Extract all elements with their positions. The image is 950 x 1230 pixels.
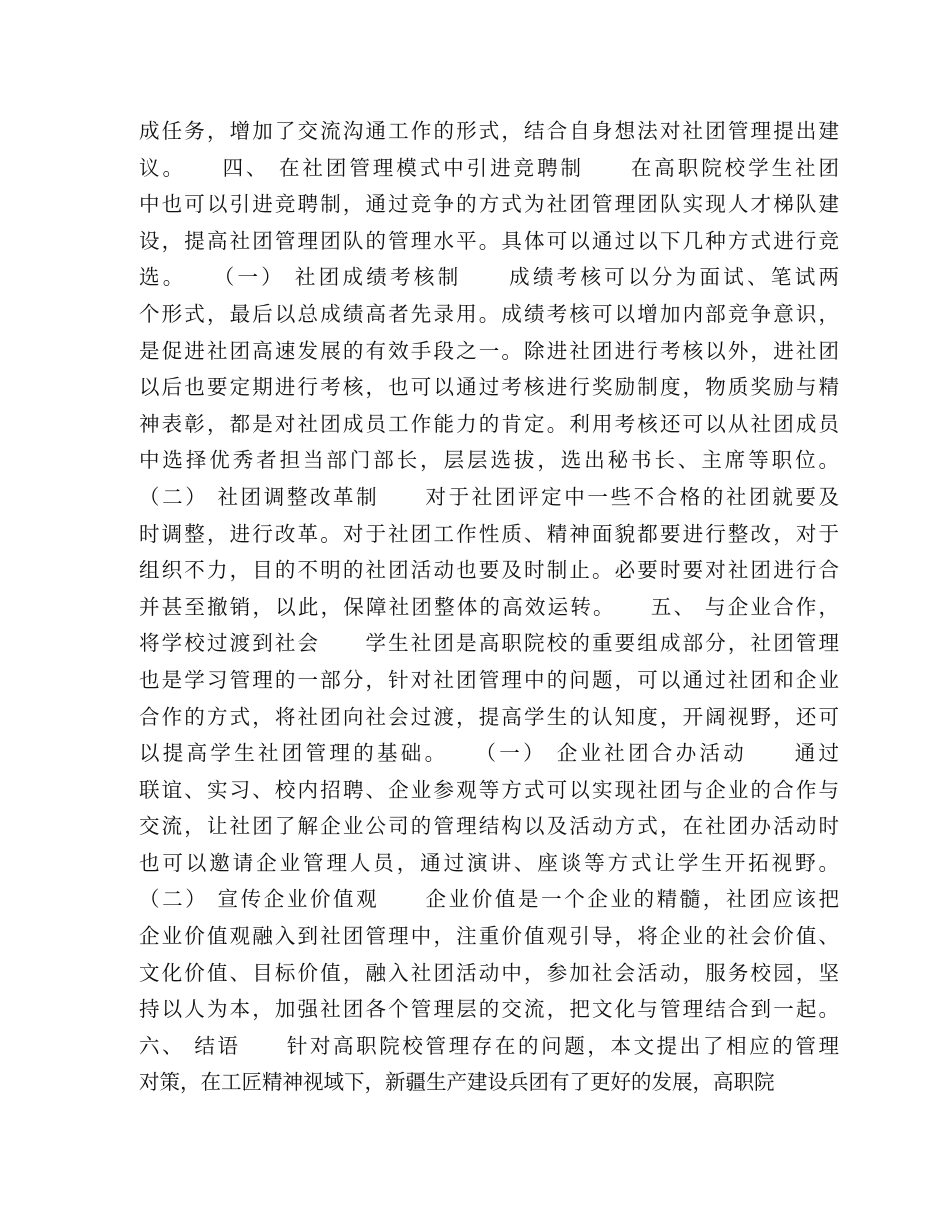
text-line: 合作的方式，将社团向社会过渡，提高学生的认知度，开阔视野，还可: [139, 704, 839, 729]
text-line: 议。 四、 在社团管理模式中引进竞聘制 在高职院校学生社团: [139, 155, 839, 180]
text-line: 中也可以引进竞聘制，通过竞争的方式为社团管理团队实现人才梯队建: [139, 192, 839, 217]
text-line: 并甚至撤销，以此，保障社团整体的高效运转。 五、 与企业合作，: [139, 594, 839, 619]
text-line: 组织不力，目的不明的社团活动也要及时制止。必要时要对社团进行合: [139, 558, 839, 583]
text-line: 联谊、实习、校内招聘、企业参观等方式可以实现社团与企业的合作与: [139, 777, 839, 802]
text-line: 对策，在工匠精神视域下，新疆生产建设兵团有了更好的发展，高职院: [139, 1070, 775, 1095]
text-line: 个形式，最后以总成绩高者先录用。成绩考核可以增加内部竞争意识，: [139, 301, 839, 326]
text-line: 以后也要定期进行考核，也可以通过考核进行奖励制度，物质奖励与精: [139, 375, 839, 400]
text-line: 以提高学生社团管理的基础。 （一） 企业社团合办活动 通过: [139, 741, 839, 766]
text-line: 将学校过渡到社会 学生社团是高职院校的重要组成部分，社团管理: [139, 631, 839, 656]
body-text: [139, 113, 839, 1101]
text-line: （二） 宣传企业价值观 企业价值是一个企业的精髓，社团应该把: [139, 887, 839, 912]
text-line: 六、 结语 针对高职院校管理存在的问题，本文提出了相应的管理: [139, 1033, 839, 1058]
text-line: 也可以邀请企业管理人员，通过演讲、座谈等方式让学生开拓视野。: [139, 850, 839, 875]
text-line: 企业价值观融入到社团管理中，注重价值观引导，将企业的社会价值、: [139, 924, 839, 949]
text-line: 文化价值、目标价值，融入社团活动中，参加社会活动，服务校园，坚: [139, 960, 839, 985]
text-line: 也是学习管理的一部分，针对社团管理中的问题，可以通过社团和企业: [139, 667, 839, 692]
text-line: 选。 （一） 社团成绩考核制 成绩考核可以分为面试、笔试两: [139, 265, 839, 290]
text-line: 成任务，增加了交流沟通工作的形式，结合自身想法对社团管理提出建: [139, 119, 839, 143]
text-line: （二） 社团调整改革制 对于社团评定中一些不合格的社团就要及: [139, 484, 839, 509]
text-line: 交流，让社团了解企业公司的管理结构以及活动方式，在社团办活动时: [139, 814, 839, 839]
text-line: 中选择优秀者担当部门部长，层层选拔，选出秘书长、主席等职位。: [139, 448, 839, 473]
text-line: 神表彰，都是对社团成员工作能力的肯定。利用考核还可以从社团成员: [139, 411, 839, 436]
text-line: 持以人为本，加强社团各个管理层的交流，把文化与管理结合到一起。: [139, 997, 839, 1022]
text-line: 时调整，进行改革。对于社团工作性质、精神面貌都要进行整改，对于: [139, 521, 839, 546]
text-line: 是促进社团高速发展的有效手段之一。除进社团进行考核以外，进社团: [139, 338, 839, 363]
text-line: 设，提高社团管理团队的管理水平。具体可以通过以下几种方式进行竞: [139, 228, 839, 253]
